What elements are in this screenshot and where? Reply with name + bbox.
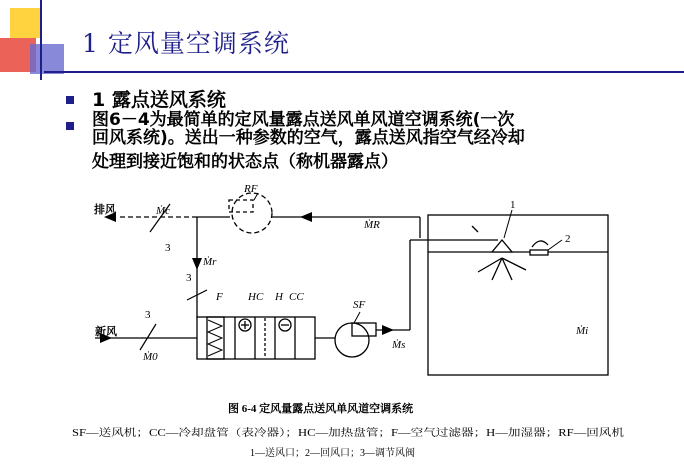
leader-1	[504, 210, 512, 238]
return-fan-rf-icon	[232, 193, 272, 233]
filter-zigzag	[208, 320, 222, 356]
bullet-1-text: 1 露点送风系统	[92, 89, 226, 111]
label-mi: Ṁi	[576, 325, 589, 337]
figure-legend-1: SF—送风机；CC—冷却盘管（表冷器）；HC—加热盘管；F—空气过滤器；H—加湿器；RF—回风机	[72, 428, 511, 439]
label-sf: SF	[353, 299, 366, 311]
flow-arrow-return	[300, 212, 312, 222]
label-fresh-air: 新风	[95, 326, 117, 338]
supply-fan-outlet	[352, 323, 376, 336]
figure-legend-2: 1—送风口；2—回风口；3—调节风阀	[250, 448, 415, 459]
label-ms: Ṁs	[392, 339, 406, 351]
damper-fresh	[140, 324, 156, 350]
label-exhaust: 排风	[94, 204, 116, 216]
conditioned-room	[428, 215, 608, 375]
label-3-exhaust: 3	[165, 242, 171, 254]
bullet-2-line-2: 回风系统)。送出一种参数的空气，露点送风指空气经冷却	[92, 128, 525, 148]
return-flow-curve	[532, 241, 548, 247]
label-h: H	[275, 291, 283, 303]
label-1: 1	[510, 199, 516, 211]
label-f: F	[216, 291, 223, 303]
label-mR: ṀR	[364, 219, 380, 231]
bullet-2-line-1: 图6－4为最简单的定风量露点送风单风道空调系统(一次	[92, 110, 515, 130]
supply-diffuser-1	[492, 240, 512, 252]
label-rf: RF	[244, 183, 258, 195]
label-3-recirc: 3	[186, 272, 192, 284]
label-m0: Ṁ0	[143, 351, 158, 363]
leader-2	[548, 240, 562, 250]
page-title: 1 定风量空调系统	[82, 29, 290, 58]
bullet-2-line-3: 处理到接近饱和的状态点（称机器露点）	[92, 152, 398, 172]
flow-arrow-supply	[382, 325, 394, 335]
return-grille-2	[530, 250, 548, 255]
label-hc: HC	[248, 291, 264, 303]
label-mc: Ṁc	[156, 205, 171, 217]
flow-arrow-recirc	[192, 258, 202, 270]
label-2: 2	[565, 233, 571, 245]
label-cc: CC	[289, 291, 304, 303]
leader-sf	[354, 312, 360, 323]
figure-caption: 图 6-4 定风量露点送风单风道空调系统	[228, 403, 414, 415]
label-3-fresh: 3	[145, 309, 151, 321]
label-mr: Ṁr	[203, 256, 217, 268]
